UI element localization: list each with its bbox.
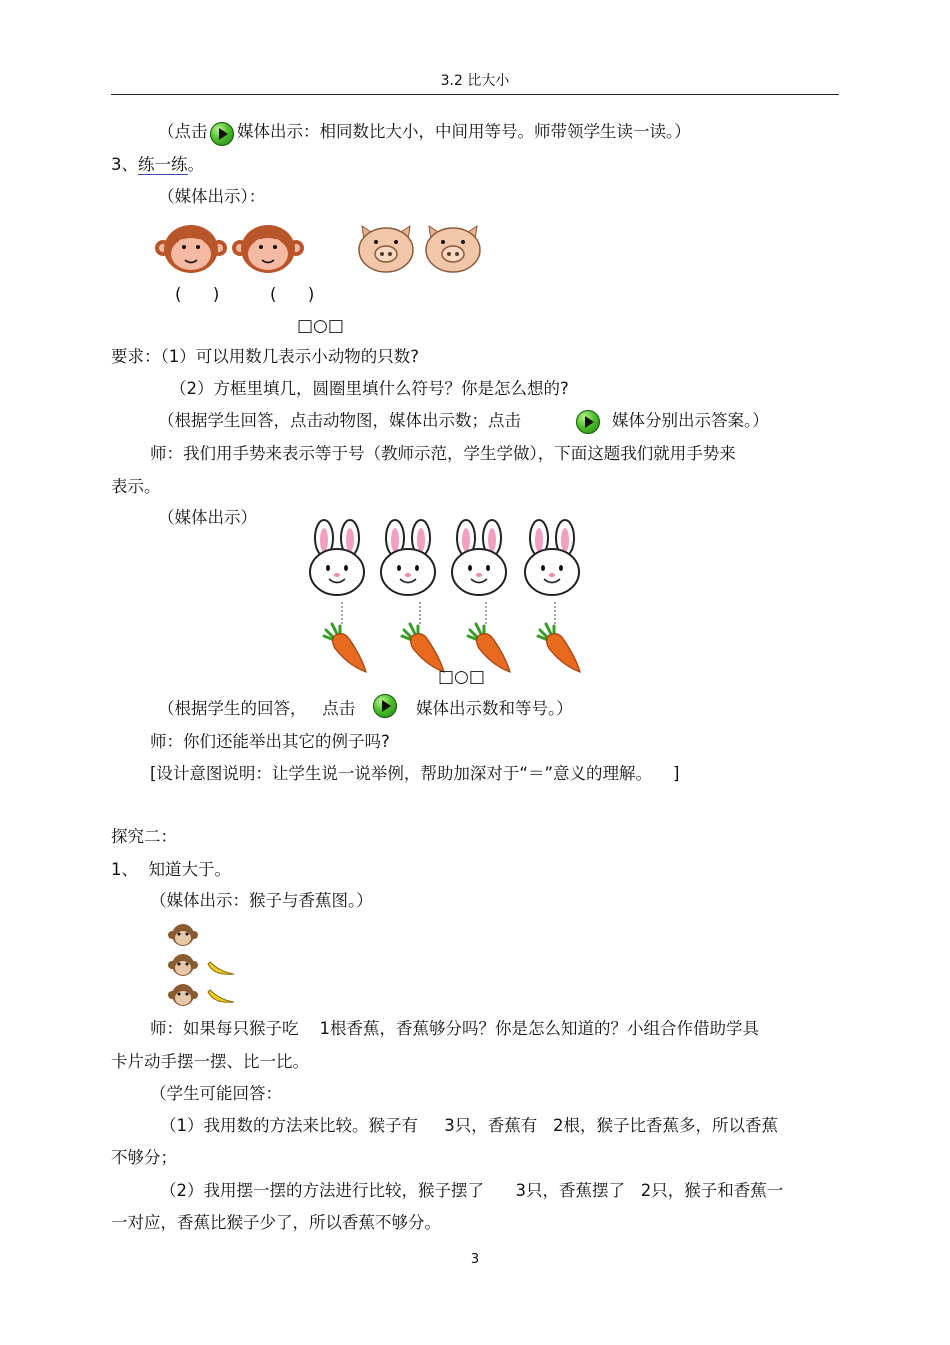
design-intent-note: [设计意图说明：让学生说一说举例，帮助加深对于“＝”意义的理解。 ] (150, 764, 680, 783)
media-note-after: 媒体出示：相同数比大小，中间用等号。师带领学生读一读。） (237, 122, 691, 141)
answer-2-line-2: 一对应，香蕉比猴子少了，所以香蕉不够分。 (111, 1213, 441, 1232)
monkey-face-icon[interactable] (168, 982, 198, 1008)
answer-blank-pigs[interactable]: ( ) (270, 285, 315, 304)
explore-2-heading: 探究二： (111, 827, 177, 846)
requirement-1: 要求：（1）可以用数几表示小动物的只数? (111, 347, 420, 366)
section-3-heading (111, 154, 204, 176)
teacher-question-2-line-1: 师：如果每只猴子吃 1根香蕉，香蕉够分吗？你是怎么知道的？小组合作借助学具 (150, 1019, 759, 1038)
teacher-gesture-line-1: 师：我们用手势来表示等于号（教师示范，学生学做），下面这题我们就用手势来 (150, 444, 736, 463)
section-tail: 。 (187, 155, 204, 174)
media-note-equal (158, 121, 208, 143)
rabbit-face-icon[interactable] (448, 520, 510, 598)
answer-note-after: 媒体分别出示答案。） (612, 411, 769, 430)
pig-face-icon[interactable] (356, 222, 416, 274)
answer-blank-monkeys[interactable]: ( ) (175, 285, 220, 304)
teacher-question: 师：你们还能举出其它的例子吗? (150, 732, 390, 751)
answer-2-line-1: （2）我用摆一摆的方法进行比较，猴子摆了 3只，香蕉摆了 2只，猴子和香蕉一 (160, 1181, 784, 1200)
compare-symbols-2[interactable]: □○□ (438, 667, 485, 687)
answer-1-line-2: 不够分； (111, 1148, 177, 1167)
answer-note-2-after: 媒体出示数和等号。） (416, 699, 573, 718)
header-title: 3.2 比大小 (440, 73, 510, 89)
carrot-icon[interactable] (320, 622, 370, 674)
rabbit-face-icon[interactable] (306, 520, 368, 598)
monkey-face-icon[interactable] (155, 224, 227, 274)
monkey-face-icon[interactable] (232, 224, 304, 274)
media-note-before: （点击 (158, 122, 208, 141)
pig-face-icon[interactable] (423, 222, 483, 274)
play-button-icon[interactable] (576, 410, 600, 434)
header-divider (111, 94, 839, 95)
item-1-heading: 1、 知道大于。 (111, 860, 231, 879)
monkey-face-icon[interactable] (168, 922, 198, 948)
rabbit-face-icon[interactable] (377, 520, 439, 598)
teacher-question-2-line-2: 卡片动手摆一摆、比一比。 (111, 1052, 309, 1071)
teacher-gesture-line-2: 表示。 (111, 477, 161, 496)
requirement-2: （2）方框里填几，圆圈里填什么符号？你是怎么想的? (170, 379, 569, 398)
rabbit-face-icon[interactable] (521, 520, 583, 598)
answer-note-before: （根据学生回答，点击动物图，媒体出示数；点击 (158, 411, 521, 430)
answer-1-line-1: （1）我用数的方法来比较。猴子有 3只，香蕉有 2根，猴子比香蕉多，所以香蕉 (160, 1116, 778, 1135)
monkey-face-icon[interactable] (168, 952, 198, 978)
section-title-link[interactable]: 练一练 (138, 155, 188, 174)
play-button-icon[interactable] (210, 122, 234, 146)
media-display-label-2: （媒体出示） (158, 508, 257, 527)
possible-answers-label: （学生可能回答： (150, 1084, 282, 1103)
media-display-label-1: （媒体出示）： (158, 187, 266, 206)
banana-icon[interactable] (206, 990, 236, 1006)
page-number: 3 (470, 1252, 480, 1267)
play-button-icon[interactable] (373, 694, 397, 718)
answer-note-2-before: （根据学生的回答， 点击 (158, 699, 356, 718)
carrot-icon[interactable] (534, 622, 584, 674)
banana-icon[interactable] (206, 962, 236, 978)
media-display-label-3: （媒体出示：猴子与香蕉图。） (150, 891, 373, 910)
section-number: 3、 (111, 155, 138, 174)
compare-symbols-1[interactable]: □○□ (297, 316, 344, 336)
